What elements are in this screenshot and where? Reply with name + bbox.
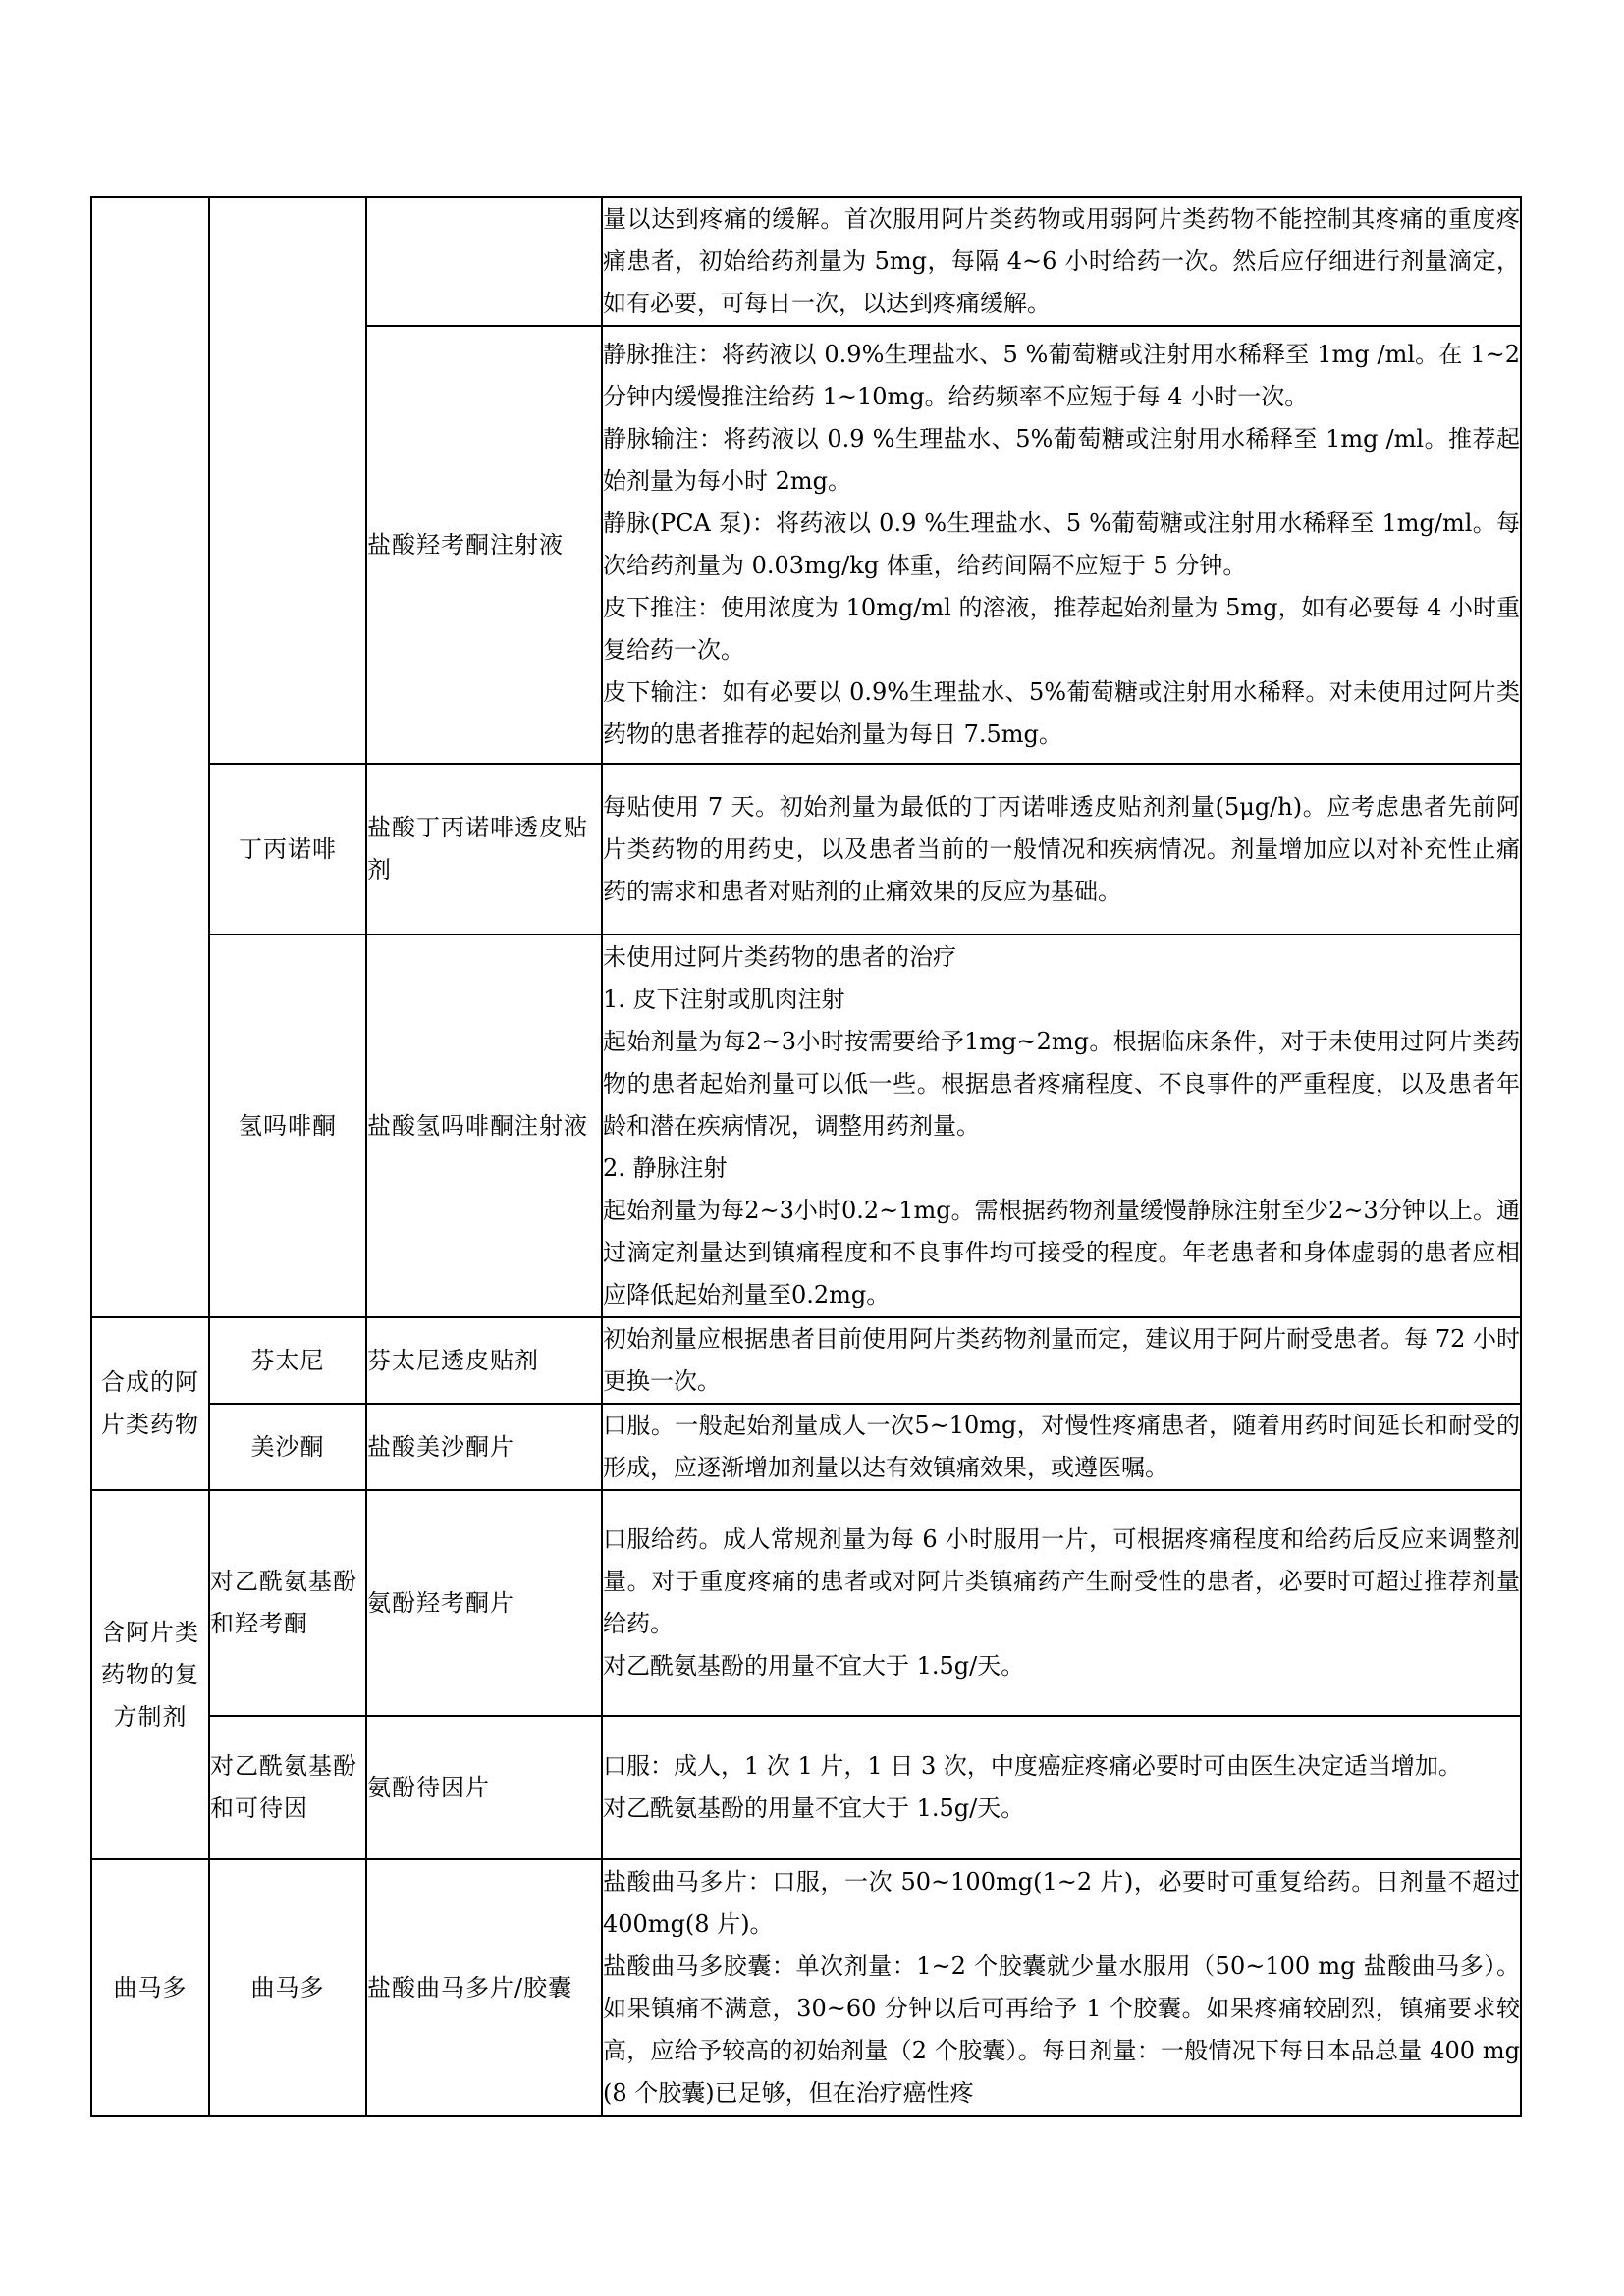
category-cell bbox=[91, 1859, 209, 2116]
drug-cell bbox=[209, 197, 366, 764]
drug-cell bbox=[209, 764, 366, 934]
drug-cell bbox=[209, 1716, 366, 1859]
usage-paragraph: 静脉(PCA 泵)：将药液以 0.9 %生理盐水、5 %葡萄糖或注射用水稀释至 1mg/ml。每次给药剂量为 0.03mg/kg 体重，给药间隔不应短于 5 分钟。 bbox=[603, 509, 1520, 579]
form-cell bbox=[366, 764, 602, 934]
usage-cell bbox=[602, 764, 1521, 934]
category-label: 含阿片类药物的复方制剂 bbox=[101, 1618, 199, 1731]
drug-cell bbox=[209, 1490, 366, 1716]
table-row bbox=[91, 1490, 1521, 1716]
usage-paragraph: 1. 皮下注射或肌肉注射 bbox=[603, 985, 845, 1013]
table-row bbox=[91, 197, 1521, 326]
usage-paragraph: 皮下输注：如有必要以 0.9%生理盐水、5%葡萄糖或注射用水稀释。对未使用过阿片类药物的患者推荐的起始剂量为每日 7.5mg。 bbox=[603, 678, 1520, 748]
usage-paragraph: 口服给药。成人常规剂量为每 6 小时服用一片，可根据疼痛程度和给药后反应来调整剂量。对于重度疼痛的患者或对阿片类镇痛药产生耐受性的患者，必要时可超过推荐剂量给药。 bbox=[603, 1525, 1520, 1637]
usage-paragraph: 每贴使用 7 天。初始剂量为最低的丁丙诺啡透皮贴剂剂量(5μg/h)。应考虑患者先前阿片类药物的用药史，以及患者当前的一般情况和疾病情况。剂量增加应以对补充性止痛药的需求和患者对贴剂的止痛效果的反应为基础。 bbox=[603, 792, 1520, 905]
dosage-table bbox=[90, 196, 1522, 2117]
table-row bbox=[91, 1404, 1521, 1490]
usage-cell bbox=[602, 1404, 1521, 1490]
form-cell bbox=[366, 934, 602, 1317]
usage-paragraph: 初始剂量应根据患者目前使用阿片类药物剂量而定，建议用于阿片耐受患者。每 72 小时更换一次。 bbox=[603, 1325, 1520, 1395]
table-row bbox=[91, 934, 1521, 1317]
drug-label: 曲马多 bbox=[250, 1973, 325, 2002]
form-label: 盐酸美沙酮片 bbox=[367, 1432, 514, 1461]
form-label: 盐酸丁丙诺啡透皮贴剂 bbox=[367, 814, 588, 883]
form-cell bbox=[366, 197, 602, 326]
usage-cell bbox=[602, 1859, 1521, 2116]
usage-cell bbox=[602, 1490, 1521, 1716]
form-cell bbox=[366, 326, 602, 764]
drug-label: 美沙酮 bbox=[250, 1432, 325, 1461]
drug-label: 氢吗啡酮 bbox=[239, 1111, 337, 1140]
drug-label: 对乙酰氨基酚和羟考酮 bbox=[210, 1568, 357, 1637]
usage-paragraph: 皮下推注：使用浓度为 10mg/ml 的溶液，推荐起始剂量为 5mg，如有必要每 4 小时重复给药一次。 bbox=[603, 594, 1520, 664]
usage-paragraph: 口服。一般起始剂量成人一次5~10mg，对慢性疼痛患者，随着用药时间延长和耐受的形成，应逐渐增加剂量以达有效镇痛效果，或遵医嘱。 bbox=[603, 1412, 1520, 1481]
drug-label: 对乙酰氨基酚和可待因 bbox=[210, 1752, 357, 1822]
usage-cell bbox=[602, 1716, 1521, 1859]
category-cell bbox=[91, 1317, 209, 1490]
form-cell bbox=[366, 1490, 602, 1716]
drug-label: 芬太尼 bbox=[250, 1346, 325, 1374]
usage-paragraph: 盐酸曲马多片：口服，一次 50~100mg(1~2 片)，必要时可重复给药。日剂量不超过 400mg(8 片)。 bbox=[603, 1868, 1520, 1938]
usage-paragraph: 对乙酰氨基酚的用量不宜大于 1.5g/天。 bbox=[603, 1652, 1025, 1680]
usage-paragraph: 起始剂量为每2~3小时0.2~1mg。需根据药物剂量缓慢静脉注射至少2~3分钟以上。通过滴定剂量达到镇痛程度和不良事件均可接受的程度。年老患者和身体虚弱的患者应相应降低起始剂量至0.2mg。 bbox=[603, 1196, 1520, 1308]
table-row bbox=[91, 1859, 1521, 2116]
drug-cell bbox=[209, 934, 366, 1317]
form-label: 芬太尼透皮贴剂 bbox=[367, 1346, 539, 1374]
usage-paragraph: 未使用过阿片类药物的患者的治疗 bbox=[603, 942, 956, 971]
usage-paragraph: 2. 静脉注射 bbox=[603, 1153, 728, 1182]
table-row bbox=[91, 1716, 1521, 1859]
form-label: 氨酚羟考酮片 bbox=[367, 1588, 514, 1617]
usage-paragraph: 起始剂量为每2~3小时按需要给予1mg~2mg。根据临床条件，对于未使用过阿片类药物的患者起始剂量可以低一些。根据患者疼痛程度、不良事件的严重程度，以及患者年龄和潜在疾病情况，调整用药剂量。 bbox=[603, 1027, 1520, 1140]
form-cell bbox=[366, 1404, 602, 1490]
category-label: 合成的阿片类药物 bbox=[101, 1368, 199, 1438]
category-label: 曲马多 bbox=[113, 1973, 188, 2002]
form-cell bbox=[366, 1716, 602, 1859]
form-cell bbox=[366, 1317, 602, 1404]
usage-paragraph: 静脉输注：将药液以 0.9 %生理盐水、5%葡萄糖或注射用水稀释至 1mg /ml。推荐起始剂量为每小时 2mg。 bbox=[603, 425, 1520, 495]
form-label: 氨酚待因片 bbox=[367, 1773, 490, 1801]
usage-cell bbox=[602, 1317, 1521, 1404]
usage-paragraph: 静脉推注：将药液以 0.9%生理盐水、5 %葡萄糖或注射用水稀释至 1mg /ml。在 1~2 分钟内缓慢推注给药 1~10mg。给药频率不应短于每 4 小时一次。 bbox=[603, 341, 1520, 410]
table-row bbox=[91, 764, 1521, 934]
form-label: 盐酸氢吗啡酮注射液 bbox=[367, 1111, 588, 1140]
drug-cell bbox=[209, 1859, 366, 2116]
form-label: 盐酸曲马多片/胶囊 bbox=[367, 1973, 573, 2002]
category-cell bbox=[91, 197, 209, 1317]
usage-cell bbox=[602, 197, 1521, 326]
usage-paragraph: 盐酸曲马多胶囊：单次剂量：1~2 个胶囊就少量水服用（50~100 mg 盐酸曲马多）。 如果镇痛不满意，30~60 分钟以后可再给予 1 个胶囊。如果疼痛较剧烈，镇痛要求较高，应给予较高的初始剂量（2 个胶囊）。每日剂量：一般情况下每日本品总量 400 mg (8 个胶囊)已足够，但在治疗癌性疼 bbox=[603, 1952, 1520, 2107]
drug-label: 丁丙诺啡 bbox=[239, 834, 337, 863]
usage-paragraph: 对乙酰氨基酚的用量不宜大于 1.5g/天。 bbox=[603, 1794, 1025, 1822]
table-row bbox=[91, 1317, 1521, 1404]
form-label: 盐酸羟考酮注射液 bbox=[367, 530, 564, 559]
category-cell bbox=[91, 1490, 209, 1859]
usage-cell bbox=[602, 326, 1521, 764]
drug-cell bbox=[209, 1317, 366, 1404]
usage-cell bbox=[602, 934, 1521, 1317]
usage-paragraph: 口服：成人，1 次 1 片，1 日 3 次，中度癌症疼痛必要时可由医生决定适当增加。 bbox=[603, 1752, 1462, 1780]
usage-paragraph: 量以达到疼痛的缓解。首次服用阿片类药物或用弱阿片类药物不能控制其疼痛的重度疼痛患者，初始给药剂量为 5mg，每隔 4~6 小时给药一次。然后应仔细进行剂量滴定，如有必要，可每日一次，以达到疼痛缓解。 bbox=[603, 205, 1520, 317]
form-cell bbox=[366, 1859, 602, 2116]
drug-cell bbox=[209, 1404, 366, 1490]
